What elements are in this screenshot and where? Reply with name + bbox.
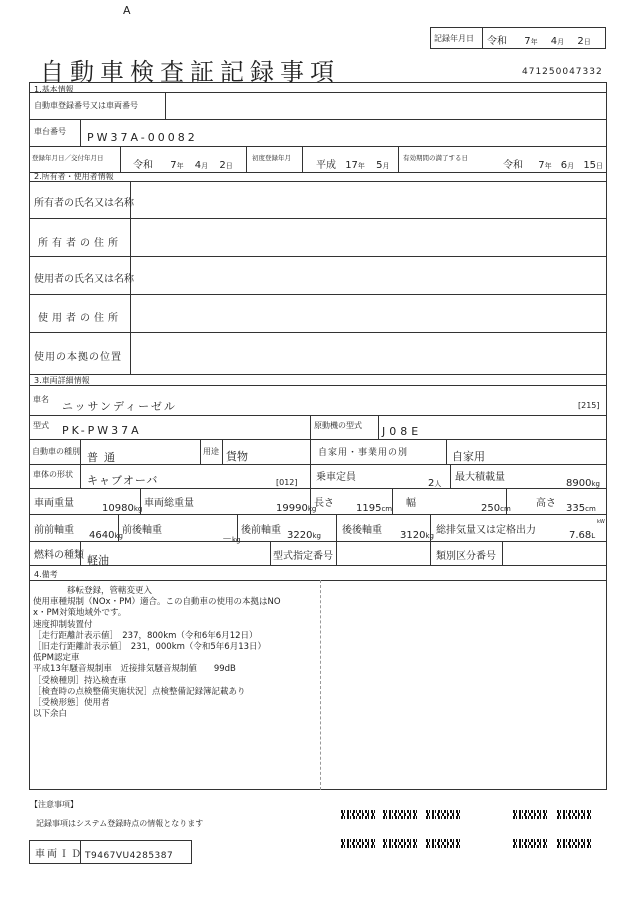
make-code: [215] <box>578 401 600 410</box>
section1-title: 1.基本情報 <box>34 85 74 94</box>
fuel-value: 軽油 <box>87 554 109 567</box>
issue-date-value: 令和 7年 4月 2日 <box>133 160 233 171</box>
capacity-value: 2人 <box>428 478 442 489</box>
model-value: PK-PW37A <box>62 424 142 437</box>
reg-label: 自動車登録番号又は車両番号 <box>34 101 138 110</box>
qr-code-icon <box>513 810 547 819</box>
qr-code-icon <box>557 839 591 848</box>
issue-date-label: 登録年月日／交付年月日 <box>32 154 104 162</box>
kind-label: 自動車の種別 <box>32 447 80 456</box>
use-value: 貨物 <box>226 450 248 463</box>
notes-title: 【注意事項】 <box>30 800 78 809</box>
qr-code-icon <box>341 839 375 848</box>
remark-line: ［検査時の点検整備実施状況］点検整備記録簿記載あり <box>33 686 246 697</box>
record-date-box <box>430 27 606 49</box>
type-designation-label: 型式指定番号 <box>273 551 333 562</box>
expiry-value: 令和 7年 6月 15日 <box>503 160 604 171</box>
private-value: 自家用 <box>452 450 485 463</box>
base-location-label: 使用の本拠の位置 <box>34 352 122 363</box>
record-date-label: 記録年月日 <box>434 34 474 43</box>
displacement-value: 7.68L <box>569 530 596 541</box>
remark-line: 移転登録，管轄変更入 <box>33 586 153 596</box>
shape-code: [012] <box>276 478 298 487</box>
remarks-list <box>33 586 281 720</box>
weight-label: 車両重量 <box>34 498 74 509</box>
remark-line: 平成13年騒音規制車 近接排気騒音規制値 99dB <box>33 664 236 675</box>
engine-label: 原動機の型式 <box>314 421 362 430</box>
front-rear-axle-value: －kg <box>222 534 241 545</box>
qr-code-icon <box>513 839 547 848</box>
front-front-axle-label: 前前軸重 <box>34 525 74 536</box>
notes-text: 記録事項はシステム登録時点の情報となります <box>36 819 204 828</box>
height-label: 高さ <box>536 498 556 509</box>
rear-front-axle-label: 後前軸重 <box>241 525 281 536</box>
remark-line: ［受検形態］使用者 <box>33 698 110 709</box>
qr-code-icon <box>426 839 460 848</box>
remark-line: ［旧走行距離計表示値］ 231，000km（令和5年6月13日） <box>33 642 267 653</box>
kind-value: 普通 <box>87 451 121 464</box>
qr-code-icon <box>383 810 417 819</box>
length-value: 1195cm <box>356 503 393 514</box>
make-label: 車名 <box>33 395 49 404</box>
max-load-value: 8900kg <box>566 478 600 489</box>
page-title: 自動車検査証記録事項 <box>40 58 340 86</box>
expiry-label: 有効期間の満了する日 <box>403 154 468 162</box>
remark-line: 速度抑制装置付 <box>33 619 93 630</box>
section2-title: 2.所有者・使用者情報 <box>34 172 114 181</box>
max-load-label: 最大積載量 <box>455 472 505 483</box>
length-label: 長さ <box>314 498 334 509</box>
rear-rear-axle-label: 後後軸重 <box>342 525 382 536</box>
vehicle-id-box <box>29 840 192 864</box>
qr-code-icon <box>426 810 460 819</box>
remark-line: 以下余白 <box>33 709 68 720</box>
vehicle-id-value: T9467VU4285387 <box>85 851 174 861</box>
record-date-value: 令和 7年 4月 2日 <box>487 36 591 47</box>
section4-title: 4.備考 <box>34 570 58 579</box>
header-mark: A <box>123 4 131 17</box>
owner-address-label: 所有者の住所 <box>38 238 122 249</box>
private-label: 自家用・事業用の別 <box>318 448 409 458</box>
width-value: 250cm <box>481 503 511 514</box>
qr-code-icon <box>341 810 375 819</box>
chassis-label: 車台番号 <box>34 127 66 136</box>
remark-line: 使用車種規制（NOx・PM）適合。この自動車の使用の本拠はNO <box>33 597 281 608</box>
owner-name-label: 所有者の氏名又は名称 <box>34 198 134 209</box>
qr-code-icon <box>383 839 417 848</box>
remark-line: x・PM対策地域外です。 <box>33 608 127 619</box>
fuel-label: 燃料の種類 <box>34 550 84 561</box>
gross-weight-label: 車両総重量 <box>144 498 194 509</box>
weight-value: 10980kg <box>102 503 143 514</box>
model-label: 型式 <box>33 421 49 430</box>
use-label: 用途 <box>203 447 219 456</box>
remark-line: ［受検種別］持込検査車 <box>33 675 127 686</box>
section3-title: 3.車両詳細情報 <box>34 376 90 385</box>
user-address-label: 使用者の住所 <box>38 313 122 324</box>
width-label: 幅 <box>406 498 416 509</box>
shape-value: キャブオーバ <box>87 474 159 487</box>
rear-front-axle-value: 3220kg <box>287 530 321 541</box>
height-value: 335cm <box>566 503 596 514</box>
remark-line: 低PM認定車 <box>33 653 80 664</box>
gross-weight-value: 19990kg <box>276 503 317 514</box>
class-number-label: 類別区分番号 <box>436 551 496 562</box>
capacity-label: 乗車定員 <box>316 472 356 483</box>
remark-line: ［走行距離計表示値］ 237，800km（令和6年6月12日） <box>33 630 258 641</box>
first-reg-label: 初度登録年月 <box>252 154 291 162</box>
document-number: 471250047332 <box>522 67 603 77</box>
chassis-value: PW37A-00082 <box>87 131 198 144</box>
rear-rear-axle-value: 3120kg <box>400 530 434 541</box>
vehicle-id-label: 車両ＩＤ <box>35 849 83 860</box>
shape-label: 車体の形状 <box>33 470 73 479</box>
displacement-unit-kw: kW <box>597 519 605 525</box>
qr-code-icon <box>557 810 591 819</box>
user-name-label: 使用者の氏名又は名称 <box>34 274 134 285</box>
first-reg-value: 平成 17年 5月 <box>316 160 390 171</box>
make-value: ニッサンディーゼル <box>62 400 177 413</box>
displacement-label: 総排気量又は定格出力 <box>436 525 536 536</box>
engine-value: J08E <box>382 425 423 438</box>
front-rear-axle-label: 前後軸重 <box>122 525 162 536</box>
front-front-axle-value: 4640kg <box>89 530 123 541</box>
